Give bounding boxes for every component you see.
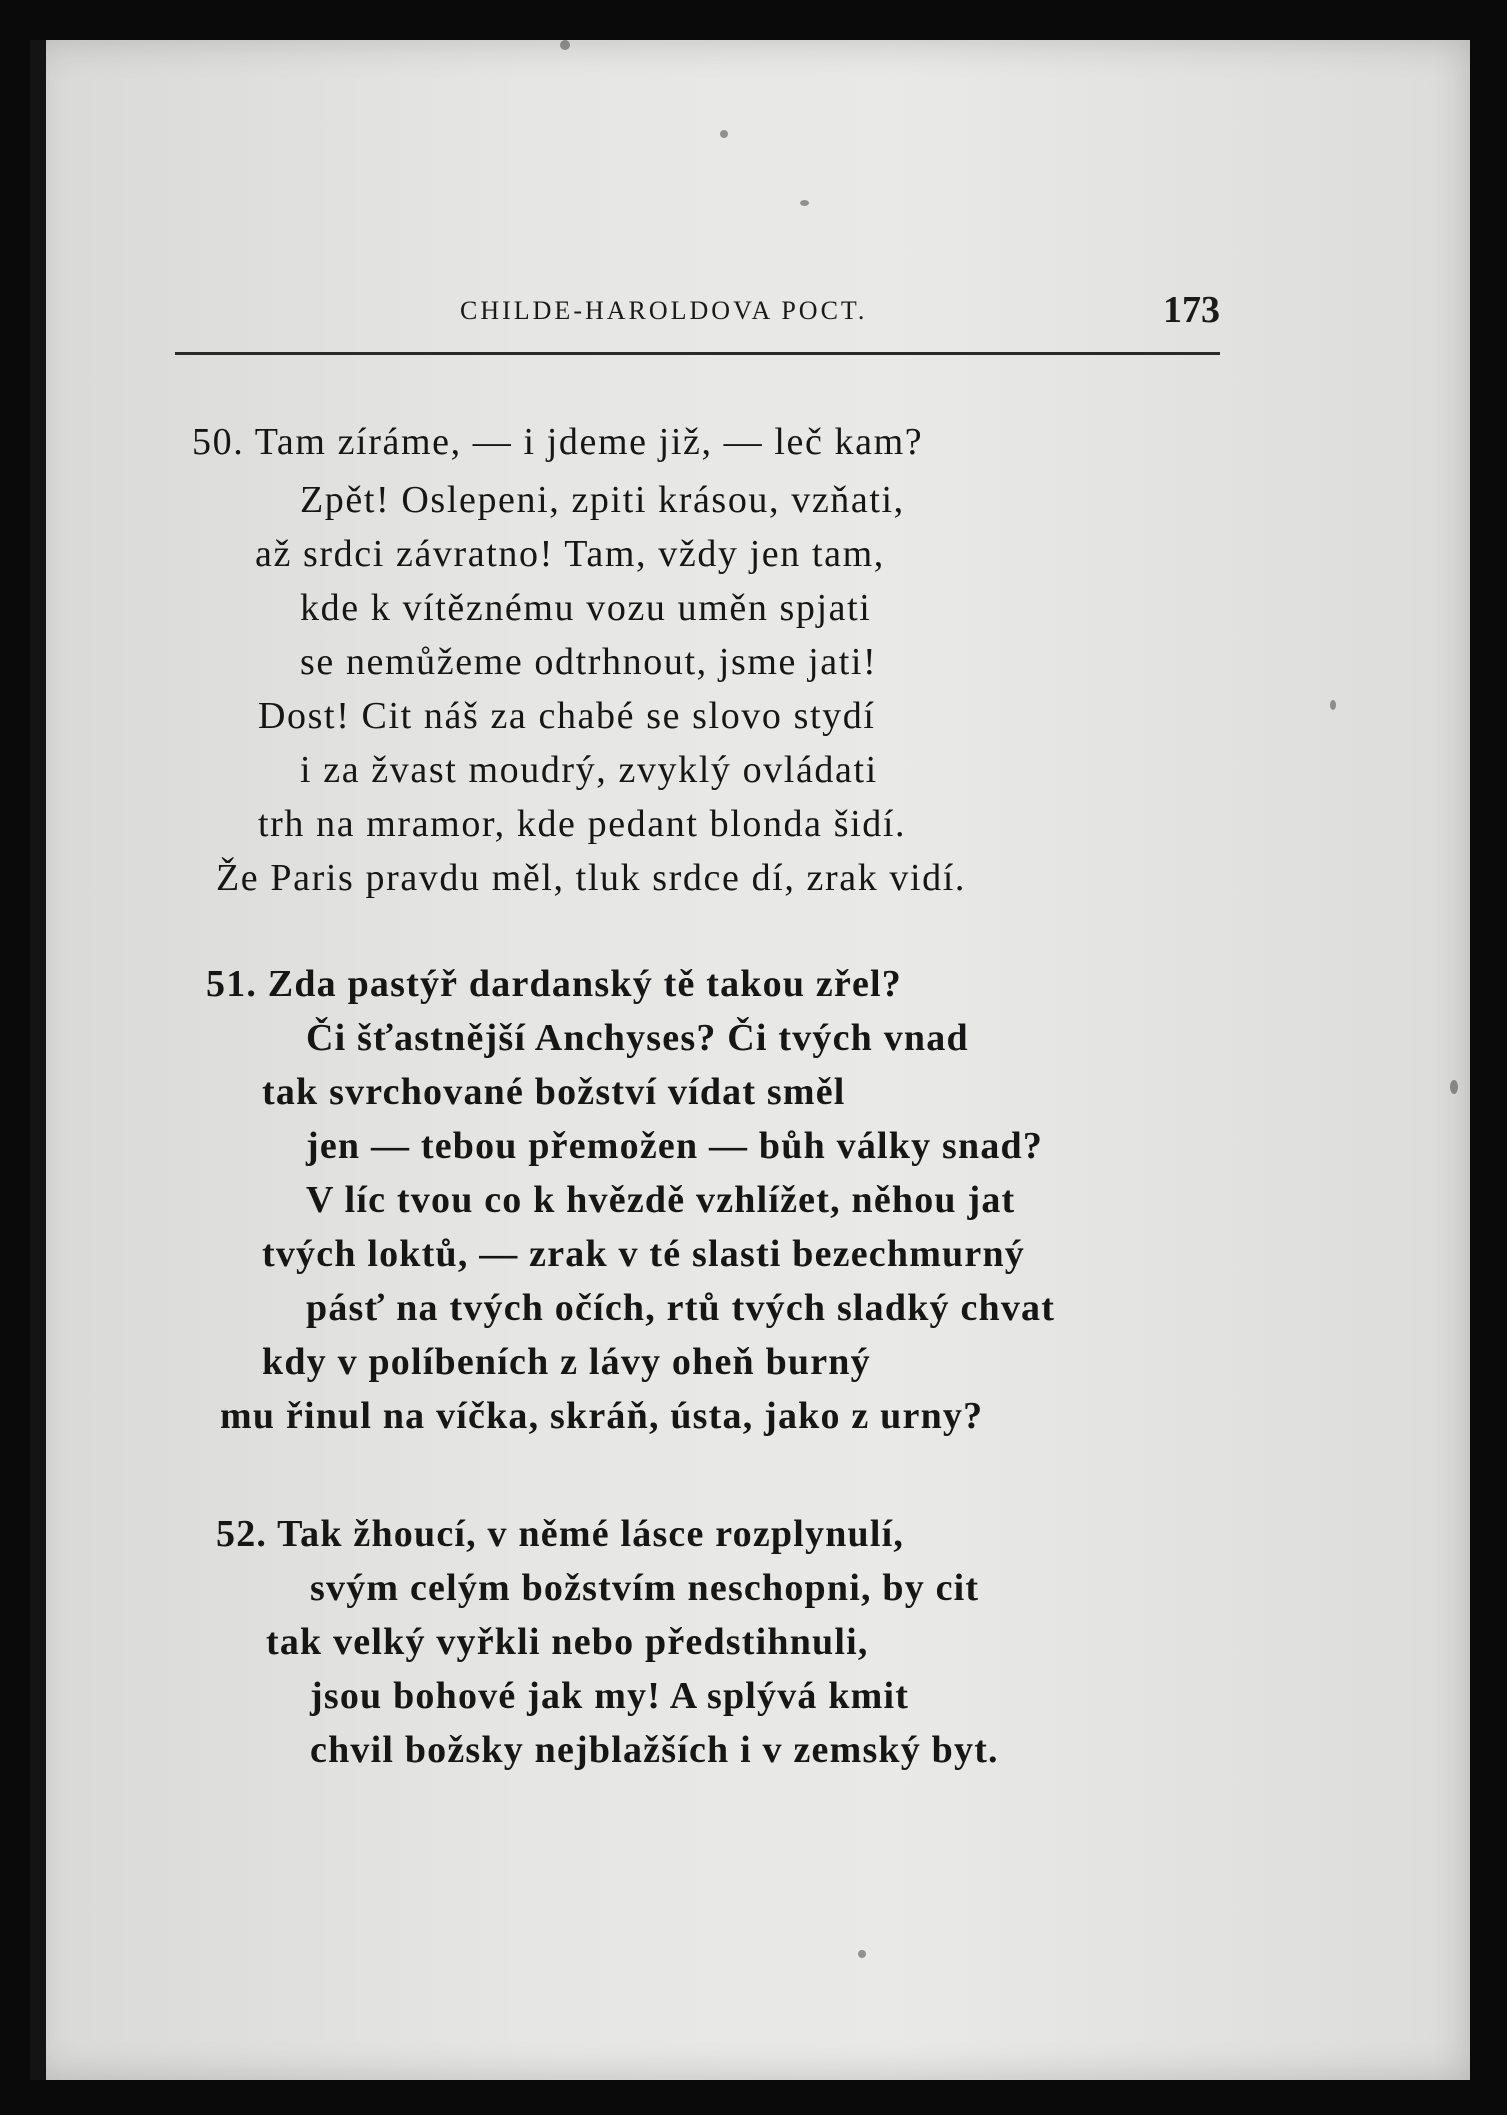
verse-line: Dost! Cit náš za chabé se slovo stydí — [258, 695, 876, 737]
verse-line: tvých loktů, — zrak v té slasti bezechmurný — [262, 1233, 1025, 1275]
verse-line: chvil božsky nejblažších i v zemský byt. — [310, 1729, 999, 1771]
verse-line: i za žvast moudrý, zvyklý ovládati — [300, 749, 878, 791]
verse-line: mu řinul na víčka, skráň, ústa, jako z urny? — [220, 1395, 984, 1437]
scan-speck — [858, 1950, 866, 1958]
verse-line: 52. Tak žhoucí, v němé lásce rozplynulí, — [216, 1513, 905, 1555]
verse-line: Že Paris pravdu měl, tluk srdce dí, zrak vidí. — [216, 857, 967, 899]
page-number: 173 — [1163, 289, 1220, 331]
scan-speck — [720, 130, 728, 138]
verse-line: pásť na tvých očích, rtů tvých sladký chvat — [306, 1287, 1056, 1329]
verse-line: až srdci závratno! Tam, vždy jen tam, — [255, 533, 885, 575]
scan-speck — [1330, 700, 1336, 710]
verse-line: 51. Zda pastýř dardanský tě takou zřel? — [206, 963, 903, 1005]
running-head — [175, 288, 1220, 348]
verse-line: svým celým božstvím neschopni, by cit — [310, 1567, 980, 1609]
verse-line: jsou bohové jak my! A splývá kmit — [310, 1675, 910, 1717]
verse-line: tak svrchované božství vídat směl — [262, 1071, 846, 1113]
scan-speck — [1450, 1080, 1458, 1094]
page-binding-shadow — [30, 40, 46, 2080]
header-rule — [175, 352, 1220, 355]
scan-speck — [560, 40, 570, 50]
scan-speck — [800, 200, 809, 206]
verse-line: Či šťastnější Anchyses? Či tvých vnad — [306, 1017, 969, 1059]
verse-line: Zpět! Oslepeni, zpiti krásou, vzňati, — [300, 479, 905, 521]
verse-line: tak velký vyřkli nebo předstihnuli, — [266, 1621, 869, 1663]
verse-line: se nemůžeme odtrhnout, jsme jati! — [300, 641, 878, 683]
verse-line: kde k vítěznému vozu uměn spjati — [300, 587, 872, 629]
verse-line: kdy v políbeních z lávy oheň burný — [262, 1341, 871, 1383]
verse-line: 50. Tam zíráme, — i jdeme již, — leč kam? — [192, 421, 924, 463]
verse-line: V líc tvou co k hvězdě vzhlížet, něhou jat — [306, 1179, 1016, 1221]
verse-line: jen — tebou přemožen — bůh války snad? — [306, 1125, 1044, 1167]
running-head-title: CHILDE-HAROLDOVA POCT. — [460, 296, 868, 325]
verse-line: trh na mramor, kde pedant blonda šidí. — [258, 803, 907, 845]
